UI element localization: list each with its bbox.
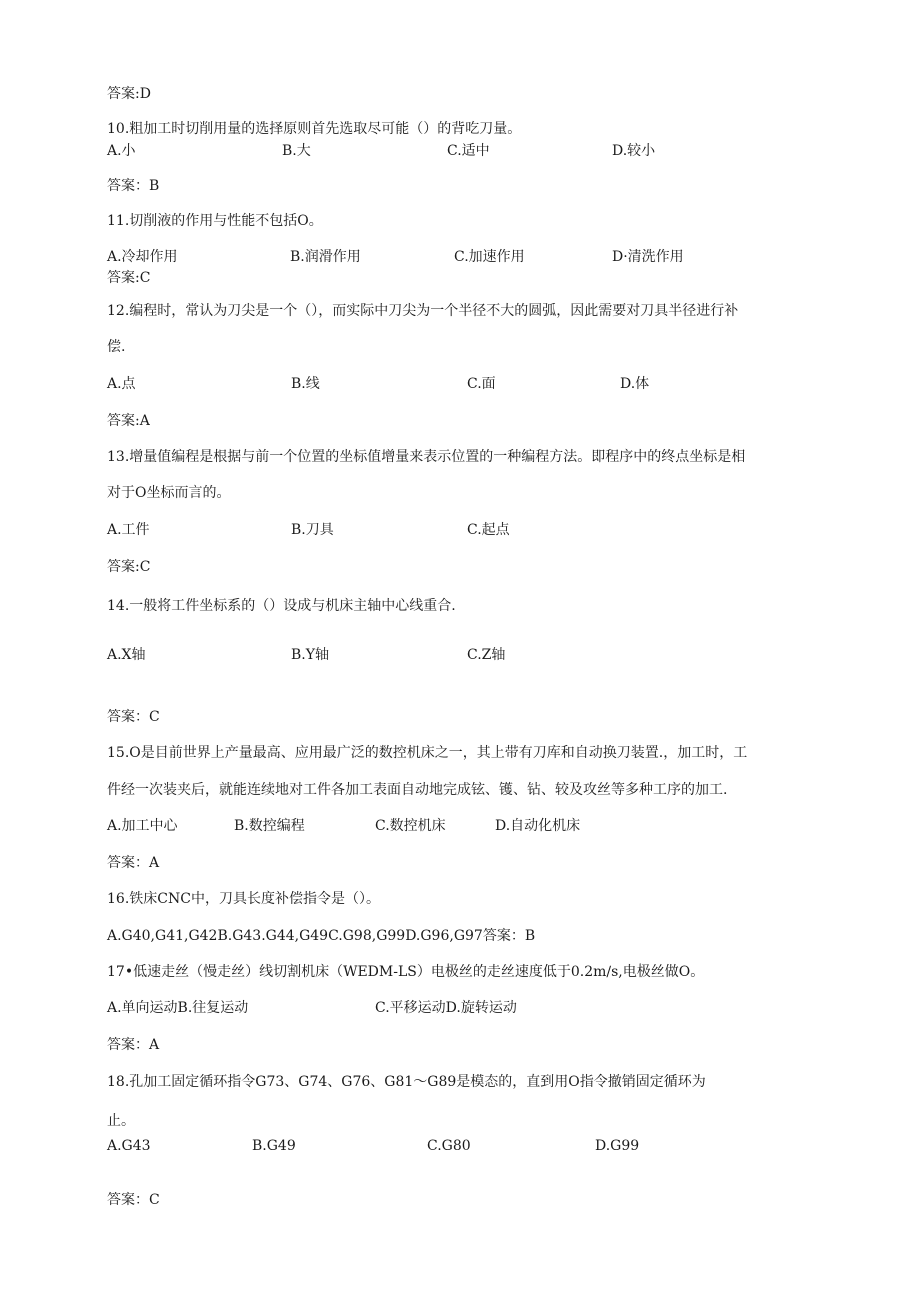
q15-option-a: A.加工中心 xyxy=(107,818,178,834)
question-17: 17•低速走丝（慢走丝）线切割机床（WEDM-LS）电极丝的走丝速度低于0.2m∕s,电极丝做O。 xyxy=(107,964,705,980)
q11-option-c: C.加速作用 xyxy=(454,249,525,265)
q13-option-c: C.起点 xyxy=(467,522,510,538)
answer-11: 答案:C xyxy=(107,270,151,286)
q10-option-a: A.小 xyxy=(107,143,136,159)
q17-options-ab: A.单向运动B.往复运动 xyxy=(107,1000,249,1016)
q17-options-cd: C.平移运动D.旋转运动 xyxy=(375,1000,517,1016)
q11-option-d: D·清洗作用 xyxy=(612,249,684,265)
q15-option-c: C.数控机床 xyxy=(375,818,446,834)
answer-12: 答案:A xyxy=(107,413,150,429)
question-12-line-1: 12.编程时，常认为刀尖是一个（），而实际中刀尖为一个半径不大的圆弧，因此需要对刀具半径进行补 xyxy=(107,303,739,319)
question-16: 16.铁床CNC中，刀具长度补偿指令是（）。 xyxy=(107,891,380,907)
answer-14: 答案：C xyxy=(107,709,160,725)
answer-13: 答案:C xyxy=(107,559,151,575)
q15-option-b: B.数控编程 xyxy=(234,818,305,834)
q12-option-a: A.点 xyxy=(107,376,136,392)
q12-option-c: C.面 xyxy=(467,376,496,392)
question-13-line-2: 对于O坐标而言的。 xyxy=(107,485,231,501)
q14-option-a: A.X轴 xyxy=(107,647,146,663)
question-18-line-1: 18.孔加工固定循环指令G73、G74、G76、G81～G89是模态的，直到用O指令撤销固定循环为 xyxy=(107,1074,706,1090)
answer-9: 答案:D xyxy=(107,86,151,102)
q15-option-d: D.自动化机床 xyxy=(495,818,581,834)
question-13-line-1: 13.增量值编程是根据与前一个位置的坐标值增量来表示位置的一种编程方法。即程序中的终点坐标是相 xyxy=(107,449,746,465)
q14-option-b: B.Y轴 xyxy=(291,647,329,663)
q14-option-c: C.Z轴 xyxy=(467,647,506,663)
question-15-line-1: 15.O是目前世界上产量最高、应用最广泛的数控机床之一，其上带有刀库和自动换刀装置.，加工时，工 xyxy=(107,745,748,761)
q16-options-and-answer: A.G40,G41,G42B.G43.G44,G49C.G98,G99D.G96,G97答案：B xyxy=(107,928,536,944)
q18-option-b: B.G49 xyxy=(252,1138,296,1154)
q11-option-a: A.冷却作用 xyxy=(107,249,178,265)
q13-option-a: A.工件 xyxy=(107,522,150,538)
q12-option-d: D.体 xyxy=(620,376,650,392)
q18-option-d: D.G99 xyxy=(595,1138,640,1154)
answer-18: 答案：C xyxy=(107,1192,160,1208)
question-15-line-2: 件经一次装夹后，就能连续地对工件各加工表面自动地完成铉、镬、钻、较及攻丝等多种工序的加工. xyxy=(107,782,728,798)
question-18-line-2: 止。 xyxy=(107,1113,135,1129)
q10-option-b: B.大 xyxy=(282,143,311,159)
question-14: 14.一般将工件坐标系的（）设成与机床主轴中心线重合. xyxy=(107,598,456,614)
q13-option-b: B.刀具 xyxy=(291,522,334,538)
q11-option-b: B.润滑作用 xyxy=(290,249,361,265)
answer-15: 答案：A xyxy=(107,855,160,871)
question-10: 10.粗加工时切削用量的选择原则首先选取尽可能（）的背吃刀量。 xyxy=(107,121,522,137)
q18-option-c: C.G80 xyxy=(427,1138,471,1154)
answer-10: 答案：B xyxy=(107,178,160,194)
question-12-line-2: 偿. xyxy=(107,339,126,355)
q10-option-c: C.适中 xyxy=(447,143,490,159)
q10-option-d: D.较小 xyxy=(612,143,656,159)
q12-option-b: B.线 xyxy=(291,376,320,392)
answer-17: 答案：A xyxy=(107,1037,160,1053)
question-11: 11.切削液的作用与性能不包括O。 xyxy=(107,213,323,229)
q18-option-a: A.G43 xyxy=(107,1138,151,1154)
